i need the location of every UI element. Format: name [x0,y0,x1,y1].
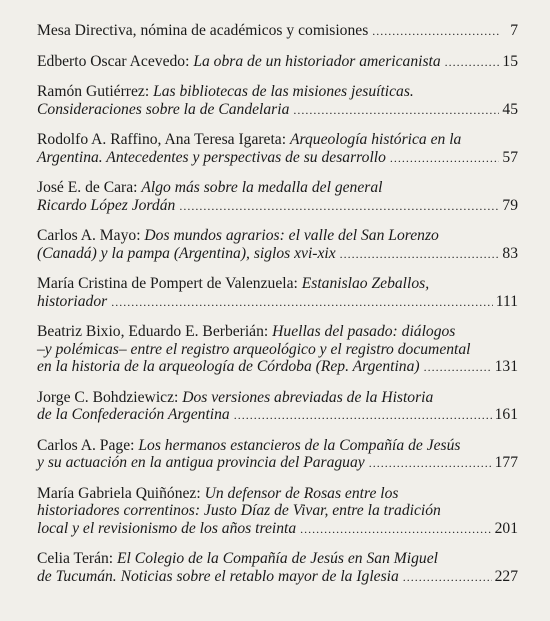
toc-line [37,275,518,293]
entry-author: José E. de Cara: [37,179,142,196]
entry-author: Beatriz Bixio, Eduardo E. Berberián: [37,323,273,340]
toc-line [37,323,518,341]
page-number: 131 [494,358,518,375]
page-number: 83 [502,244,518,262]
toc-line [37,485,518,503]
toc-entry-3 [37,83,518,119]
entry-title: El Colegio de la Compañía de Jesús en San Miguel [117,550,438,567]
dot-leader [369,455,492,473]
entry-title-cont: Ricardo López Jordán [37,196,176,214]
entry-title: Huellas del pasado: diálogos [272,323,456,340]
toc-line [37,389,518,407]
page-number: 177 [494,454,518,471]
toc-line [37,83,518,101]
entry-author: Celia Terán: [37,550,118,567]
entry-title-cont: local y el revisionismo de los años treinta [37,519,297,537]
entry-title-cont: (Canadá) y la pampa (Argentina), siglos xvi-xix [37,244,336,262]
toc-entry-11 [37,485,518,539]
dot-leader [300,521,491,539]
entry-title: Las bibliotecas de las misiones jesuíticas. [153,83,414,100]
toc-entry-2 [37,53,518,72]
entry-title: Dos mundos agrarios: el valle del San Lorenzo [144,227,439,244]
dot-leader [424,359,492,377]
entry-title-cont: historiador [37,292,108,310]
page-number: 57 [502,148,518,166]
toc-line [37,293,518,312]
toc-entry-9 [37,389,518,425]
entry-title: Estanislao Zeballos, [301,275,430,292]
toc-line [37,406,518,425]
entry-title-cont: y su actuación en la antigua provincia del Paraguay [37,454,365,471]
entry-author: Carlos A. Mayo: [37,227,145,244]
page-number: 201 [494,519,518,537]
toc-line [37,568,518,587]
dot-leader [179,198,499,216]
entry-title: Dos versiones abreviadas de la Historia [182,388,434,406]
page-number: 161 [494,406,518,423]
toc-line [37,245,518,264]
dot-leader [234,407,492,425]
dot-leader [390,150,500,168]
dot-leader [111,294,493,312]
dot-leader [403,569,492,587]
entry-title: Un defensor de Rosas entre los [204,484,399,502]
toc-entry-10 [37,437,518,473]
toc-entry-4 [37,131,518,167]
dot-leader [340,246,500,264]
entry-author: Edberto Oscar Acevedo: [37,52,194,70]
toc-entry-6 [37,227,518,263]
toc-line [37,454,518,473]
toc-line [37,101,518,120]
page-number: 7 [510,22,518,39]
entry-author: Carlos A. Page: [37,436,139,454]
toc-entry-1 [37,22,518,41]
toc-line [37,520,518,539]
toc-entry-7 [37,275,518,311]
toc-line: historiadores correntinos: Justo Díaz de Vivar, entre la tradición [37,502,441,519]
toc-line [37,53,518,72]
page-number: 111 [495,292,518,310]
dot-leader [372,23,501,41]
entry-title-cont: de Tucumán. Noticias sobre el retablo mayor de la Iglesia [37,567,399,585]
entry-title-cont: Consideraciones sobre la de Candelaria [37,100,290,118]
entry-title-cont: Argentina. Antecedentes y perspectivas de su desarrollo [37,148,386,166]
toc-line [37,227,518,245]
toc-line [37,197,518,216]
toc-entry-8 [37,323,518,377]
toc-line [37,149,518,168]
entry-title: Algo más sobre la medalla del general [141,179,383,196]
entry-author: Ramón Gutiérrez: [37,83,154,100]
toc-entry-5 [37,179,518,215]
toc-line [37,131,518,149]
entry-author: Rodolfo A. Raffino, Ana Teresa Igareta: [37,131,290,148]
dot-leader [445,54,500,72]
page-number: 79 [502,196,518,214]
entry-author: María Cristina de Pompert de Valenzuela: [37,275,302,292]
entry-title-cont: en la historia de la arqueología de Córdoba (Rep. Argentina) [37,358,420,375]
page-number: 15 [502,52,518,70]
toc-line: –y polémicas– entre el registro arqueológico y el registro documental [37,340,471,358]
toc-line [37,358,518,377]
entry-author: María Gabriela Quiñónez: [37,484,205,502]
dot-leader [293,102,499,120]
toc-line [37,550,518,568]
toc-line [37,179,518,197]
toc-line [37,437,518,455]
entry-title: La obra de un historiador americanista [193,52,441,70]
entry-title: Arqueología histórica en la [289,131,462,148]
toc-line [37,22,518,41]
entry-title: Mesa Directiva, nómina de académicos y comisiones [37,22,369,39]
entry-text [37,53,441,71]
page-number: 45 [502,100,518,118]
entry-title: Los hermanos estancieros de la Compañía de Jesús [138,436,461,454]
page-number: 227 [494,567,518,585]
entry-author: Jorge C. Bohdziewicz: [37,388,183,406]
toc-entry-12 [37,550,518,586]
entry-title-cont: de la Confederación Argentina [37,406,230,423]
